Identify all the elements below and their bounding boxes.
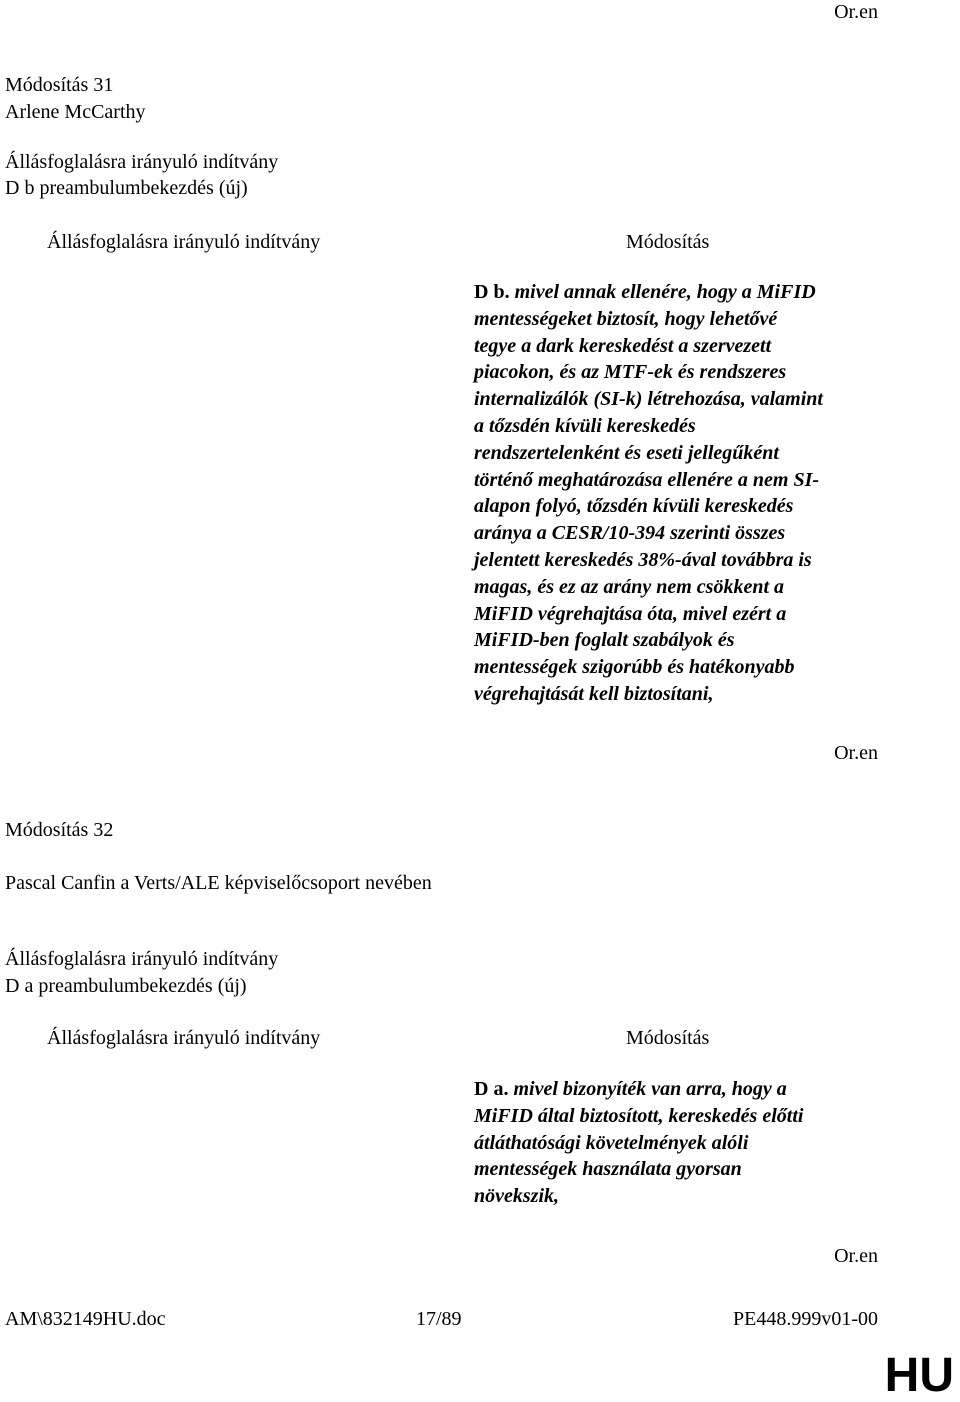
amendment-lang-code: Or.en <box>834 1245 878 1267</box>
amendment-text-line: mentességeket biztosít, hogy lehetővé <box>474 307 778 330</box>
amendment-text <box>474 1076 884 1210</box>
footer-pe-ref: PE448.999v01-00 <box>733 1308 878 1330</box>
amendment-text-line: MiFID által biztosított, kereskedés előtti <box>474 1104 804 1127</box>
amendment-text-lead: D b. <box>474 281 510 303</box>
amendment-text-line: magas, és ez az arány nem csökkent a <box>474 575 784 598</box>
amendment-number: Módosítás 32 <box>5 819 114 841</box>
amendment-text-line: mentességek szigorúbb és hatékonyabb <box>474 656 795 679</box>
amendment-text-line: jelentett kereskedés 38%-ával továbbra is <box>474 548 812 571</box>
amendment-text-line: növekszik, <box>474 1185 559 1208</box>
footer-page-number: 17/89 <box>416 1308 462 1330</box>
amendment-target: D a preambulumbekezdés (új) <box>5 975 247 997</box>
amendment-text-line: piacokon, és az MTF-ek és rendszeres <box>474 361 787 384</box>
amendment-text-line: internalizálók (SI-k) létrehozása, valamint <box>474 388 823 411</box>
amendment-text-line: MiFID-ben foglalt szabályok és <box>474 629 735 652</box>
footer-lang-mark: HU <box>884 1349 954 1402</box>
amendment-text-line: alapon folyó, tőzsdén kívüli kereskedés <box>474 495 794 518</box>
amendment-author: Arlene McCarthy <box>5 101 146 123</box>
amendment-lang-code: Or.en <box>834 742 878 764</box>
column-header-original: Állásfoglalásra irányuló indítvány <box>47 231 321 253</box>
amendment-text-line: végrehajtását kell biztosítani, <box>474 682 714 705</box>
amendment-target: D b preambulumbekezdés (új) <box>5 177 248 199</box>
amendment-text-line: tegye a dark kereskedést a szervezett <box>474 334 772 357</box>
amendment-text-line: történő meghatározása ellenére a nem SI- <box>474 468 820 491</box>
amendment-doc-type: Állásfoglalásra irányuló indítvány <box>5 948 279 970</box>
amendment-author: Pascal Canfin a Verts/ALE képviselőcsoport nevében <box>5 872 432 894</box>
amendment-text-line: mivel bizonyíték van arra, hogy a <box>513 1078 787 1100</box>
amendment-text-line: MiFID végrehajtása óta, mivel ezért a <box>474 602 787 625</box>
amendment-text <box>474 279 884 708</box>
amendment-doc-type: Állásfoglalásra irányuló indítvány <box>5 151 279 173</box>
amendment-number: Módosítás 31 <box>5 74 114 96</box>
amendment-text-lead: D a. <box>474 1078 509 1100</box>
amendment-text-line: mivel annak ellenére, hogy a MiFID <box>514 281 816 303</box>
amendment-text-line: a tőzsdén kívüli kereskedés <box>474 414 696 437</box>
column-header-amendment: Módosítás <box>626 231 710 253</box>
amendment-text-line: mentességek használata gyorsan <box>474 1158 742 1181</box>
header-lang-code: Or.en <box>834 1 878 23</box>
amendment-text-line: rendszertelenként és eseti jellegűként <box>474 441 779 464</box>
footer-doc-ref: AM\832149HU.doc <box>5 1308 166 1330</box>
column-header-original: Állásfoglalásra irányuló indítvány <box>47 1027 321 1049</box>
column-header-amendment: Módosítás <box>626 1027 710 1049</box>
amendment-text-line: átláthatósági követelmények alóli <box>474 1131 749 1154</box>
amendment-text-line: aránya a CESR/10-394 szerinti összes <box>474 522 786 545</box>
